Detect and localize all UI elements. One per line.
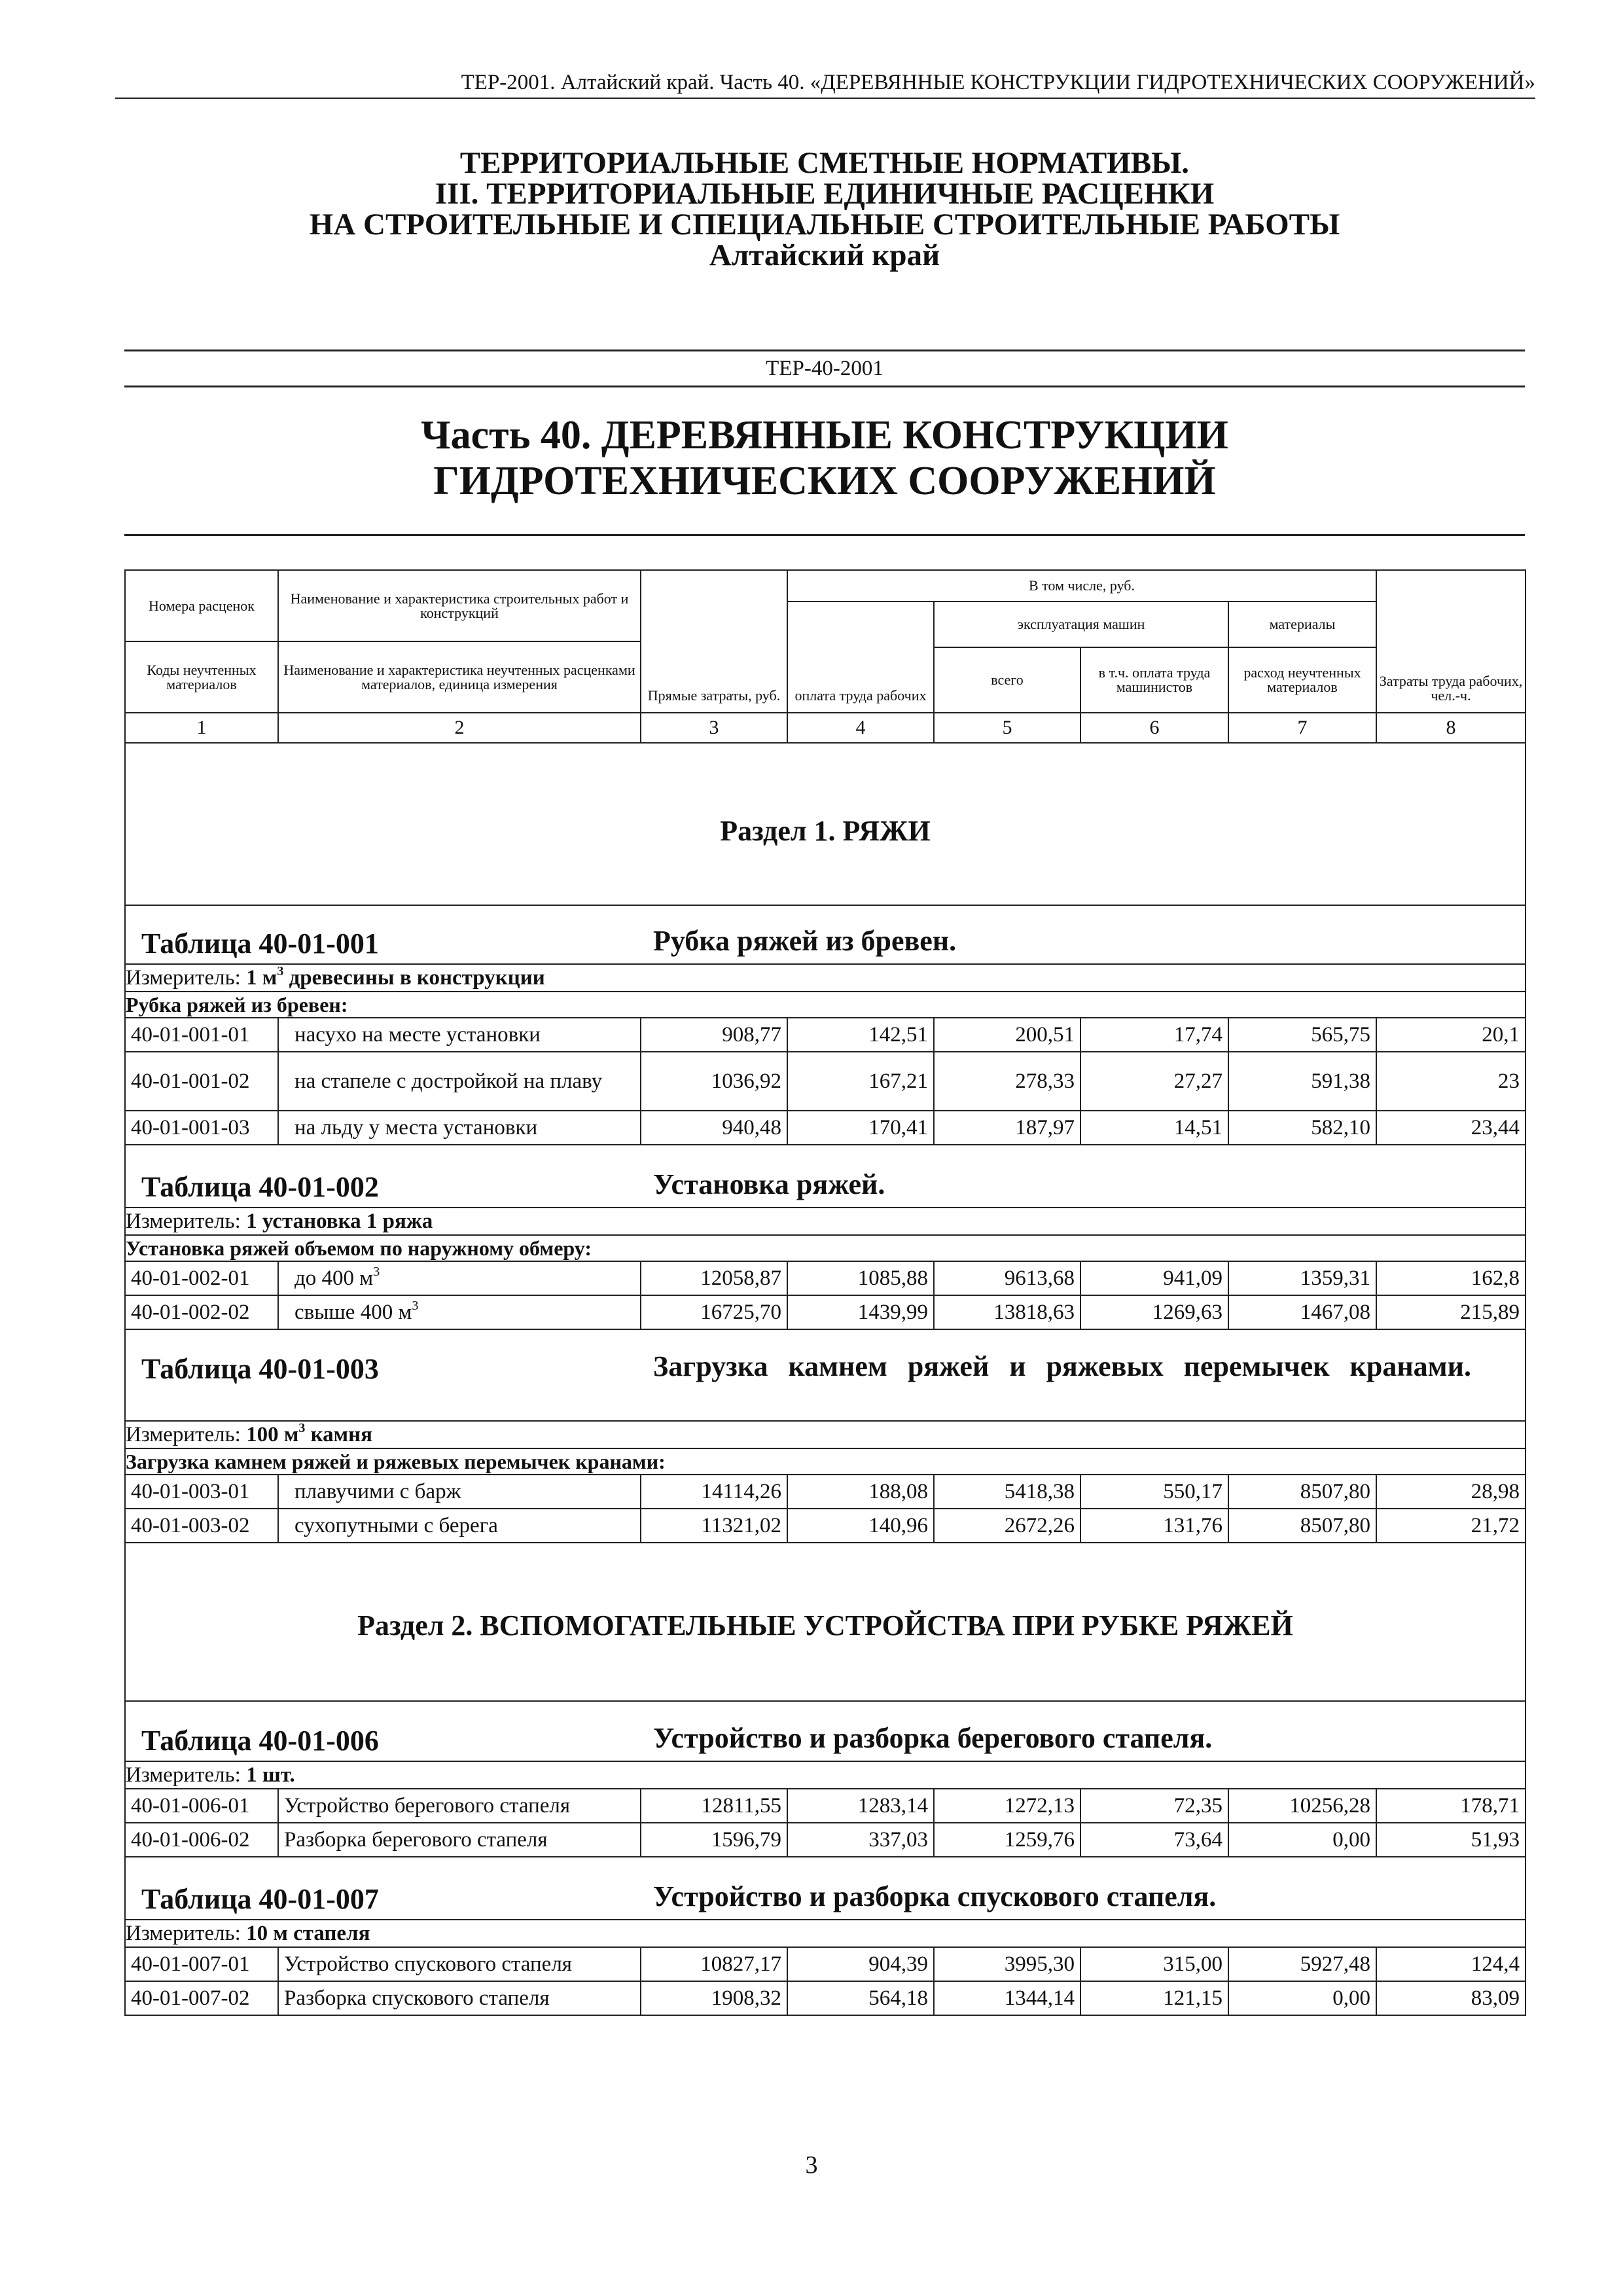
machines-total: 278,33 xyxy=(934,1052,1080,1111)
labor-costs: 83,09 xyxy=(1376,1981,1525,2015)
header-machines-total: всего xyxy=(934,647,1080,713)
table-name: Установка ряжей. xyxy=(653,1168,885,1200)
rate-code: 40-01-003-01 xyxy=(125,1475,278,1509)
header-including: В том числе, руб. xyxy=(787,570,1376,601)
table-row xyxy=(125,1052,1525,1111)
measure-line: Измеритель: 10 м стапеля xyxy=(125,1920,1525,1947)
rate-code: 40-01-002-02 xyxy=(125,1295,278,1329)
table-number: Таблица 40-01-001 xyxy=(141,927,379,960)
machines-total: 9613,68 xyxy=(934,1261,1080,1295)
column-number: 6 xyxy=(1080,713,1228,743)
header-direct-costs: Прямые затраты, руб. xyxy=(641,570,787,713)
machines-total: 3995,30 xyxy=(934,1947,1080,1981)
header-labor-costs: Затраты труда рабочих, чел.-ч. xyxy=(1376,570,1525,713)
table-row xyxy=(125,1018,1525,1052)
wages: 337,03 xyxy=(787,1823,934,1857)
materials-cost: 10256,28 xyxy=(1228,1789,1376,1823)
table-row xyxy=(125,1111,1525,1145)
wages: 142,51 xyxy=(787,1018,934,1052)
header-rate-number: Номера расценок xyxy=(149,597,255,614)
wages: 564,18 xyxy=(787,1981,934,2015)
column-number: 8 xyxy=(1376,713,1525,743)
table-subheading: Установка ряжей объемом по наружному обмеру: xyxy=(125,1235,1525,1261)
column-number: 3 xyxy=(641,713,787,743)
materials-cost: 5927,48 xyxy=(1228,1947,1376,1981)
title-line: Алтайский край xyxy=(709,238,940,272)
wages: 1283,14 xyxy=(787,1789,934,1823)
machinist-wages: 72,35 xyxy=(1080,1789,1228,1823)
table-row xyxy=(125,1823,1525,1857)
measure-line: Измеритель: 1 установка 1 ряжа xyxy=(125,1208,1525,1235)
rate-code: 40-01-006-02 xyxy=(125,1823,278,1857)
rate-description: на стапеле с достройкой на плаву xyxy=(278,1052,641,1111)
title-line: НА СТРОИТЕЛЬНЫЕ И СПЕЦИАЛЬНЫЕ СТРОИТЕЛЬНЫЕ РАБОТЫ xyxy=(309,207,1340,242)
header-material-name: Наименование и характеристика неучтенных расценками материалов, единица измерения xyxy=(279,641,640,712)
machinist-wages: 941,09 xyxy=(1080,1261,1228,1295)
machinist-wages: 315,00 xyxy=(1080,1947,1228,1981)
section-title: Раздел 1. РЯЖИ xyxy=(125,743,1525,905)
rate-description: насухо на месте установки xyxy=(278,1018,641,1052)
machinist-wages: 550,17 xyxy=(1080,1475,1228,1509)
materials-cost: 582,10 xyxy=(1228,1111,1376,1145)
labor-costs: 20,1 xyxy=(1376,1018,1525,1052)
machinist-wages: 73,64 xyxy=(1080,1823,1228,1857)
table-number: Таблица 40-01-003 xyxy=(141,1353,379,1385)
labor-costs: 124,4 xyxy=(1376,1947,1525,1981)
table-caption xyxy=(125,905,1525,964)
materials-cost: 1467,08 xyxy=(1228,1295,1376,1329)
measure-line: Измеритель: 1 $м^3$ древесины в конструкции xyxy=(125,964,1525,992)
machines-total: 187,97 xyxy=(934,1111,1080,1145)
labor-costs: 162,8 xyxy=(1376,1261,1525,1295)
machines-total: 1272,13 xyxy=(934,1789,1080,1823)
direct-costs: 1596,79 xyxy=(641,1823,787,1857)
wages: 140,96 xyxy=(787,1509,934,1543)
part-title-line: ГИДРОТЕХНИЧЕСКИХ СООРУЖЕНИЙ xyxy=(433,459,1216,503)
rate-description: свыше 400 $м^3$ xyxy=(278,1295,641,1329)
direct-costs: 12811,55 xyxy=(641,1789,787,1823)
machinist-wages: 131,76 xyxy=(1080,1509,1228,1543)
document-title xyxy=(124,148,1525,271)
measure-line: Измеритель: 100 $м^3$ камня xyxy=(125,1421,1525,1448)
wages: 188,08 xyxy=(787,1475,934,1509)
wages: 167,21 xyxy=(787,1052,934,1111)
section-title: Раздел 2. ВСПОМОГАТЕЛЬНЫЕ УСТРОЙСТВА ПРИ РУБКЕ РЯЖЕЙ xyxy=(125,1543,1525,1701)
direct-costs: 11321,02 xyxy=(641,1509,787,1543)
rate-description: сухопутными с берега xyxy=(278,1509,641,1543)
rate-code: 40-01-001-01 xyxy=(125,1018,278,1052)
divider xyxy=(124,534,1525,536)
column-number: 4 xyxy=(787,713,934,743)
direct-costs: 16725,70 xyxy=(641,1295,787,1329)
labor-costs: 51,93 xyxy=(1376,1823,1525,1857)
machinist-wages: 1269,63 xyxy=(1080,1295,1228,1329)
header-material-consumption: расход неучтенных материалов xyxy=(1228,647,1376,713)
rate-description: Разборка берегового стапеля xyxy=(278,1823,641,1857)
table-number: Таблица 40-01-002 xyxy=(141,1171,379,1203)
header-work-names xyxy=(278,570,641,713)
machines-total: 2672,26 xyxy=(934,1509,1080,1543)
title-line: ТЕРРИТОРИАЛЬНЫЕ СМЕТНЫЕ НОРМАТИВЫ. xyxy=(459,146,1190,180)
table-caption xyxy=(125,1145,1525,1208)
labor-costs: 178,71 xyxy=(1376,1789,1525,1823)
materials-cost: 0,00 xyxy=(1228,1981,1376,2015)
table-number: Таблица 40-01-006 xyxy=(141,1725,379,1757)
wages: 1085,88 xyxy=(787,1261,934,1295)
table-subheading: Рубка ряжей из бревен: xyxy=(125,992,1525,1018)
direct-costs: 1036,92 xyxy=(641,1052,787,1111)
table-number: Таблица 40-01-007 xyxy=(141,1883,379,1915)
column-number: 5 xyxy=(934,713,1080,743)
rate-code: 40-01-007-02 xyxy=(125,1981,278,2015)
rate-code: 40-01-002-01 xyxy=(125,1261,278,1295)
header-machinist-wages: в т.ч. оплата труда машинистов xyxy=(1080,647,1228,713)
part-title-line: Часть 40. ДЕРЕВЯННЫЕ КОНСТРУКЦИИ xyxy=(421,413,1228,457)
column-number: 2 xyxy=(278,713,641,743)
materials-cost: 1359,31 xyxy=(1228,1261,1376,1295)
table-row xyxy=(125,1947,1525,1981)
machines-total: 200,51 xyxy=(934,1018,1080,1052)
rate-description: Устройство берегового стапеля xyxy=(278,1789,641,1823)
measure-line: Измеритель: 1 шт. xyxy=(125,1761,1525,1789)
rate-code: 40-01-003-02 xyxy=(125,1509,278,1543)
direct-costs: 940,48 xyxy=(641,1111,787,1145)
header-work-name: Наименование и характеристика строительных работ и конструкций xyxy=(290,590,629,621)
materials-cost: 0,00 xyxy=(1228,1823,1376,1857)
direct-costs: 14114,26 xyxy=(641,1475,787,1509)
machinist-wages: 17,74 xyxy=(1080,1018,1228,1052)
table-row xyxy=(125,1789,1525,1823)
machinist-wages: 121,15 xyxy=(1080,1981,1228,2015)
table-caption xyxy=(125,1701,1525,1761)
header-wages: оплата труда рабочих xyxy=(787,601,934,713)
rate-code: 40-01-001-03 xyxy=(125,1111,278,1145)
labor-costs: 21,72 xyxy=(1376,1509,1525,1543)
table-row xyxy=(125,1475,1525,1509)
direct-costs: 908,77 xyxy=(641,1018,787,1052)
rate-description: Устройство спускового стапеля xyxy=(278,1947,641,1981)
document-code: ТЕР-40-2001 xyxy=(124,350,1525,387)
page-number: 3 xyxy=(805,2151,818,2179)
direct-costs: 10827,17 xyxy=(641,1947,787,1981)
wages: 904,39 xyxy=(787,1947,934,1981)
price-table xyxy=(124,569,1526,2016)
direct-costs: 1908,32 xyxy=(641,1981,787,2015)
rate-description: на льду у места установки xyxy=(278,1111,641,1145)
column-numbers-row xyxy=(125,713,1525,743)
table-caption xyxy=(125,1857,1525,1920)
machines-total: 1259,76 xyxy=(934,1823,1080,1857)
running-head: ТЕР-2001. Алтайский край. Часть 40. «ДЕРЕВЯННЫЕ КОНСТРУКЦИИ ГИДРОТЕХНИЧЕСКИХ СООРУЖЕНИЙ» xyxy=(115,71,1535,99)
machines-total: 1344,14 xyxy=(934,1981,1080,2015)
rate-description: до 400 $м^3$ xyxy=(278,1261,641,1295)
direct-costs: 12058,87 xyxy=(641,1261,787,1295)
header-rate-codes xyxy=(125,570,278,713)
table-name: Устройство и разборка спускового стапеля. xyxy=(653,1880,1217,1912)
table-name: Устройство и разборка берегового стапеля. xyxy=(653,1722,1213,1754)
header-material-codes: Коды неучтенных материалов xyxy=(126,641,277,712)
table-caption xyxy=(125,1329,1525,1421)
rate-code: 40-01-007-01 xyxy=(125,1947,278,1981)
table-row xyxy=(125,1261,1525,1295)
title-line: III. ТЕРРИТОРИАЛЬНЫЕ ЕДИНИЧНЫЕ РАСЦЕНКИ xyxy=(435,177,1215,211)
machines-total: 13818,63 xyxy=(934,1295,1080,1329)
table-name: Загрузка камнем ряжей и ряжевых перемычек кранами. xyxy=(653,1350,1471,1382)
column-number: 1 xyxy=(125,713,278,743)
rate-description: плавучими с барж xyxy=(278,1475,641,1509)
labor-costs: 28,98 xyxy=(1376,1475,1525,1509)
labor-costs: 23,44 xyxy=(1376,1111,1525,1145)
labor-costs: 23 xyxy=(1376,1052,1525,1111)
materials-cost: 8507,80 xyxy=(1228,1509,1376,1543)
column-number: 7 xyxy=(1228,713,1376,743)
table-name: Рубка ряжей из бревен. xyxy=(653,925,957,957)
rate-code: 40-01-006-01 xyxy=(125,1789,278,1823)
table-row xyxy=(125,1295,1525,1329)
materials-cost: 565,75 xyxy=(1228,1018,1376,1052)
machines-total: 5418,38 xyxy=(934,1475,1080,1509)
rate-description: Разборка спускового стапеля xyxy=(278,1981,641,2015)
materials-cost: 591,38 xyxy=(1228,1052,1376,1111)
table-subheading: Загрузка камнем ряжей и ряжевых перемычек кранами: xyxy=(125,1448,1525,1475)
machinist-wages: 14,51 xyxy=(1080,1111,1228,1145)
header-machines: эксплуатация машин xyxy=(934,601,1228,647)
rate-code: 40-01-001-02 xyxy=(125,1052,278,1111)
machinist-wages: 27,27 xyxy=(1080,1052,1228,1111)
wages: 170,41 xyxy=(787,1111,934,1145)
wages: 1439,99 xyxy=(787,1295,934,1329)
table-row xyxy=(125,1509,1525,1543)
labor-costs: 215,89 xyxy=(1376,1295,1525,1329)
header-materials: материалы xyxy=(1228,601,1376,647)
materials-cost: 8507,80 xyxy=(1228,1475,1376,1509)
part-title xyxy=(124,412,1525,504)
table-row xyxy=(125,1981,1525,2015)
